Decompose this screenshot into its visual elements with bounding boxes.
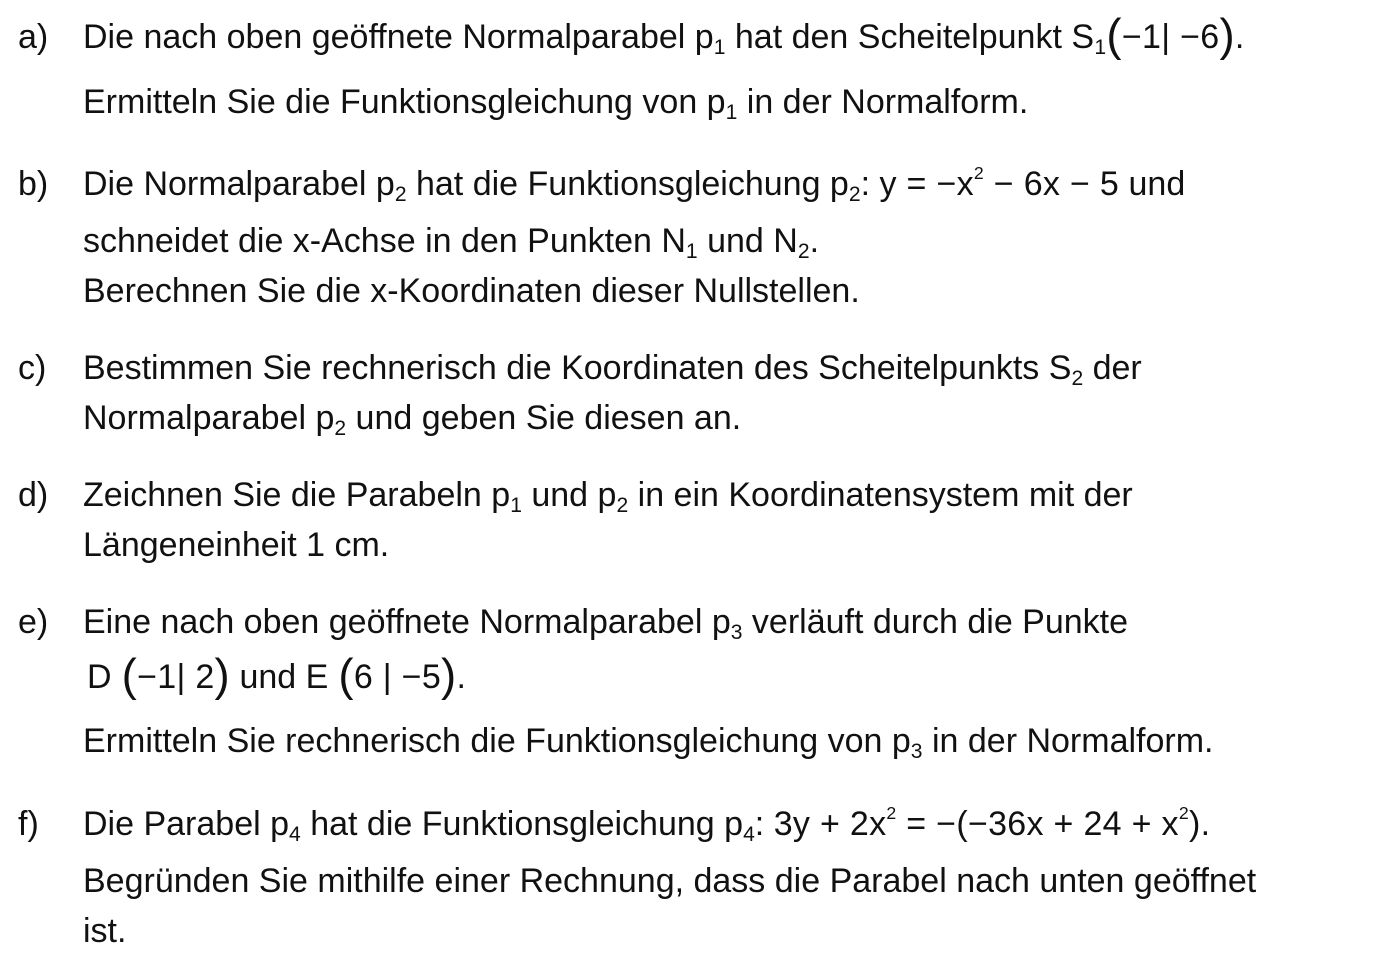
task-f-label: f) [18,805,39,843]
task-d-label: d) [18,476,49,514]
point-e: E (6 | −5) [305,649,457,701]
task-f-line-3: ist. [83,912,127,950]
task-a-line-2: Ermitteln Sie die Funktionsgleichung von $p_1$ in der Normalform. [83,83,1029,124]
task-c-line-2: Normalparabel $p_2$ und geben Sie diesen an. [83,399,742,440]
task-e-label: e) [18,603,49,641]
task-f-line-1: Die Parabel $p_4$ hat die Funktionsgleichung $p_4$: $3y + 2x^2 = -(-36x + 24 + x^2)$. [83,803,1211,846]
task-e-line-1: Eine nach oben geöffnete Normalparabel $p_3$ verläuft durch die Punkte [83,603,1129,644]
task-b-label: b) [18,165,49,203]
task-a-label: a) [18,18,49,56]
task-e-line-2: D (−1| 2) und E (6 | −5). [87,649,466,701]
task-e-line-3: Ermitteln Sie rechnerisch die Funktionsgleichung von $p_3$ in der Normalform. [83,722,1214,763]
task-a-line-1: Die nach oben geöffnete Normalparabel $p_1$ hat den Scheitelpunkt $S_1(-1| -6)$. [83,9,1245,61]
task-f-line-2: Begründen Sie mithilfe einer Rechnung, dass die Parabel nach unten geöffnet [83,862,1257,900]
task-d-line-1: Zeichnen Sie die Parabeln $p_1$ und $p_2$ in ein Koordinatensystem mit der [83,476,1133,517]
equation-p2: $y = -x^2 - 6x - 5$ [879,163,1120,203]
task-b-line-2: schneidet die x-Achse in den Punkten $N_1$ und $N_2$. [83,222,820,263]
task-b-line-1: Die Normalparabel $p_2$ hat die Funktionsgleichung $p_2$: $y = -x^2 - 6x - 5$ und [83,163,1186,206]
task-d-line-2: Längeneinheit 1 cm. [83,526,390,564]
equation-p4: $3y + 2x^2 = -(-36x + 24 + x^2)$. [773,803,1211,843]
vertex-s1: $S_1(-1| -6)$ [1071,9,1235,61]
task-b-line-3: Berechnen Sie die x-Koordinaten dieser Nullstellen. [83,272,860,310]
task-c-label: c) [18,349,47,387]
point-d: D (−1| 2) [87,649,230,701]
task-c-line-1: Bestimmen Sie rechnerisch die Koordinaten des Scheitelpunkts $S_2$ der [83,349,1142,390]
